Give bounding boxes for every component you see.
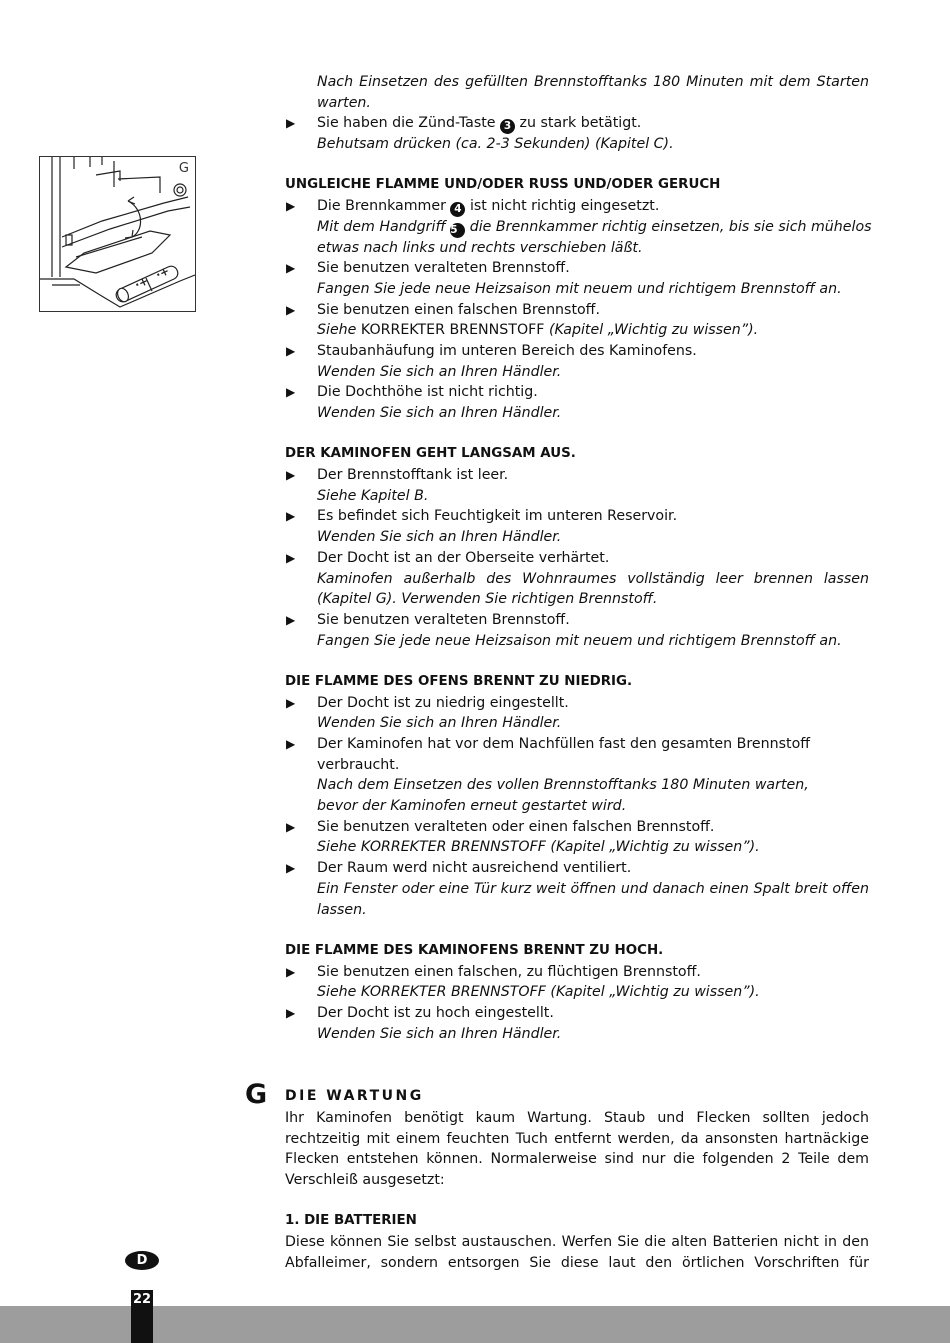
text-line: Ein Fenster oder eine Tür kurz weit öffnen und danach einen Spalt breit offen [317, 880, 869, 897]
bullet-arrow-icon: ▶ [286, 116, 296, 131]
section-letter: G [245, 1079, 268, 1110]
bullet-item [285, 858, 869, 879]
text-line [285, 320, 869, 341]
text-run: die Brennkammer richtig einsetzen, bis sie sich mühelos [465, 218, 872, 235]
bullet-arrow-icon: ▶ [286, 695, 296, 710]
text-line [285, 217, 872, 238]
body-line: Abfalleimer, sondern entsorgen Sie diese laut den örtlichen Vorschriften für [285, 1254, 869, 1271]
text-line: Wenden Sie sich an Ihren Händler. [317, 363, 562, 380]
spacer [285, 424, 869, 445]
text-run: Der Raum werd nicht ausreichend ventiliert. [317, 860, 632, 877]
text-line: etwas nach links und rechts verschieben läßt. [317, 239, 643, 256]
text-line: Wenden Sie sich an Ihren Händler. [317, 529, 562, 546]
text-line: Nach dem Einsetzen des vollen Brennstofftanks 180 Minuten warten, [317, 777, 809, 794]
text-line: Fangen Sie jede neue Heizsaison mit neuem und richtigem Brennstoff an. [317, 280, 842, 297]
bullet-item [285, 258, 869, 279]
bullet-arrow-icon: ▶ [286, 261, 296, 276]
bullet-item [285, 1003, 869, 1024]
svg-text:·+: ·+ [153, 264, 172, 282]
text-run: Sie benutzen einen falschen Brennstoff. [317, 301, 600, 318]
text-run: Der Docht ist an der Oberseite verhärtet. [317, 549, 610, 566]
text-line: Siehe KORREKTER BRENNSTOFF (Kapitel „Wichtig zu wissen”). [317, 984, 760, 1001]
troubleshooting-column [285, 72, 872, 1044]
text-line: Siehe KORREKTER BRENNSTOFF (Kapitel „Wichtig zu wissen”). [317, 839, 760, 856]
bullet-item [285, 734, 869, 755]
text-run: Sie benutzen veralteten Brennstoff. [317, 260, 570, 277]
text-run: Die Brennkammer [317, 198, 451, 215]
bullet-arrow-icon: ▶ [286, 509, 296, 524]
number-badge-icon: 4 [450, 202, 465, 217]
text-line: Behutsam drücken (ca. 2-3 Sekunden) (Kapitel C). [317, 136, 674, 153]
text-run: Sie benutzen veralteten Brennstoff. [317, 611, 570, 628]
bullet-arrow-icon: ▶ [286, 737, 296, 751]
bullet-item [285, 300, 869, 321]
bullet-arrow-icon: ▶ [286, 861, 296, 876]
text-run: Sie benutzen einen falschen, zu flüchtigen Brennstoff. [317, 963, 701, 980]
text-run: Siehe [317, 322, 357, 339]
text-run: zu stark betätigt. [515, 115, 642, 132]
svg-text:·+: ·+ [132, 274, 151, 292]
figure-label: G [178, 161, 189, 176]
text-run: Der Kaminofen hat vor dem Nachfüllen fast den gesamten Brennstoff [317, 736, 811, 752]
text-line: Fangen Sie jede neue Heizsaison mit neuem und richtigem Brennstoff an. [317, 632, 842, 649]
page-number: 22 [131, 1290, 153, 1343]
text-line: lassen. [317, 901, 367, 918]
text-run: KORREKTER BRENNSTOFF [356, 322, 549, 339]
subheading-batteries: 1. DIE BATTERIEN [285, 1213, 417, 1229]
section-heading: UNGLEICHE FLAMME UND/ODER RUSS UND/ODER GERUCH [285, 177, 721, 193]
bullet-arrow-icon: ▶ [286, 819, 296, 834]
bullet-arrow-icon: ▶ [286, 343, 296, 358]
text-line: Kaminofen außerhalb des Wohnraumes vollständig leer brennen lassen [317, 570, 869, 587]
bullet-arrow-icon: ▶ [286, 385, 296, 400]
text-run: Staubanhäufung im unteren Bereich des Kaminofens. [317, 342, 697, 359]
battery-compartment-illustration [39, 156, 196, 312]
text-run: Sie benutzen veralteten oder einen falschen Brennstoff. [317, 818, 715, 835]
text-run: Der Docht ist zu niedrig eingestellt. [317, 694, 569, 711]
bullet-item [285, 113, 869, 134]
body-line: Ihr Kaminofen benötigt kaum Wartung. Staub und Flecken sollten jedoch [285, 1110, 869, 1126]
bullet-item [285, 962, 869, 983]
text-line: Siehe Kapitel B. [317, 487, 429, 504]
text-run: Der Docht ist zu hoch eingestellt. [317, 1004, 554, 1021]
spacer [285, 155, 869, 176]
text-run: Der Brennstofftank ist leer. [317, 467, 509, 484]
text-run: (Kapitel „Wichtig zu wissen”). [548, 322, 759, 339]
bullet-arrow-icon: ▶ [286, 550, 296, 565]
bullet-arrow-icon: ▶ [286, 1005, 296, 1020]
bullet-arrow-icon: ▶ [286, 302, 296, 317]
battery-illustration-drawing [40, 157, 195, 311]
text-run: Die Dochthöhe ist nicht richtig. [317, 384, 538, 401]
bullet-item [285, 465, 869, 486]
bullet-arrow-icon: ▶ [286, 199, 296, 214]
text-run: Sie haben die Zünd-Taste [317, 115, 501, 132]
bullet-arrow-icon: ▶ [286, 964, 296, 979]
text-line: Wenden Sie sich an Ihren Händler. [317, 1025, 562, 1042]
body-line: Flecken entstehen können. Normalerweise sind nur die folgenden 2 Teile dem [285, 1151, 869, 1168]
spacer [285, 920, 869, 941]
bullet-item [285, 382, 869, 403]
language-badge: D [125, 1251, 159, 1270]
text-line: Wenden Sie sich an Ihren Händler. [317, 405, 562, 421]
text-line: Wenden Sie sich an Ihren Händler. [317, 715, 562, 732]
body-line: Verschleiß ausgesetzt: [285, 1172, 445, 1189]
section-heading: DIE FLAMME DES KAMINOFENS BRENNT ZU HOCH. [285, 942, 664, 958]
section-heading: DIE FLAMME DES OFENS BRENNT ZU NIEDRIG. [285, 673, 633, 689]
bullet-item [285, 817, 869, 838]
number-badge-icon: 3 [500, 119, 515, 134]
bullet-item [285, 196, 869, 217]
spacer [285, 651, 869, 672]
text-run: Es befindet sich Feuchtigkeit im unteren Reservoir. [317, 508, 678, 525]
text-run: ist nicht richtig eingesetzt. [465, 198, 660, 215]
text-line: (Kapitel G). Verwenden Sie richtigen Brennstoff. [317, 591, 658, 608]
text-line: Nach Einsetzen des gefüllten Brennstofftanks 180 Minuten mit dem Starten [317, 74, 869, 90]
section-heading: DER KAMINOFEN GEHT LANGSAM AUS. [285, 446, 576, 462]
text-line: warten. [317, 94, 371, 111]
maintenance-section [285, 1108, 869, 1274]
text-line: verbraucht. [317, 756, 400, 773]
text-run: Mit dem Handgriff [317, 218, 451, 235]
bullet-arrow-icon: ▶ [286, 468, 296, 483]
body-line: rechtzeitig mit einem feuchten Tuch entfernt werden, da ansonsten hartnäckige [285, 1130, 869, 1147]
bullet-item [285, 610, 869, 631]
number-badge-icon: 5 [450, 223, 465, 238]
bullet-item [285, 341, 869, 362]
bullet-item [285, 548, 869, 569]
text-line: bevor der Kaminofen erneut gestartet wird. [317, 798, 627, 815]
bullet-item [285, 506, 869, 527]
section-title: DIE WARTUNG [285, 1088, 424, 1104]
bullet-item [285, 693, 869, 714]
body-line: Diese können Sie selbst austauschen. Werfen Sie die alten Batterien nicht in den [285, 1234, 869, 1251]
bullet-arrow-icon: ▶ [286, 612, 296, 627]
